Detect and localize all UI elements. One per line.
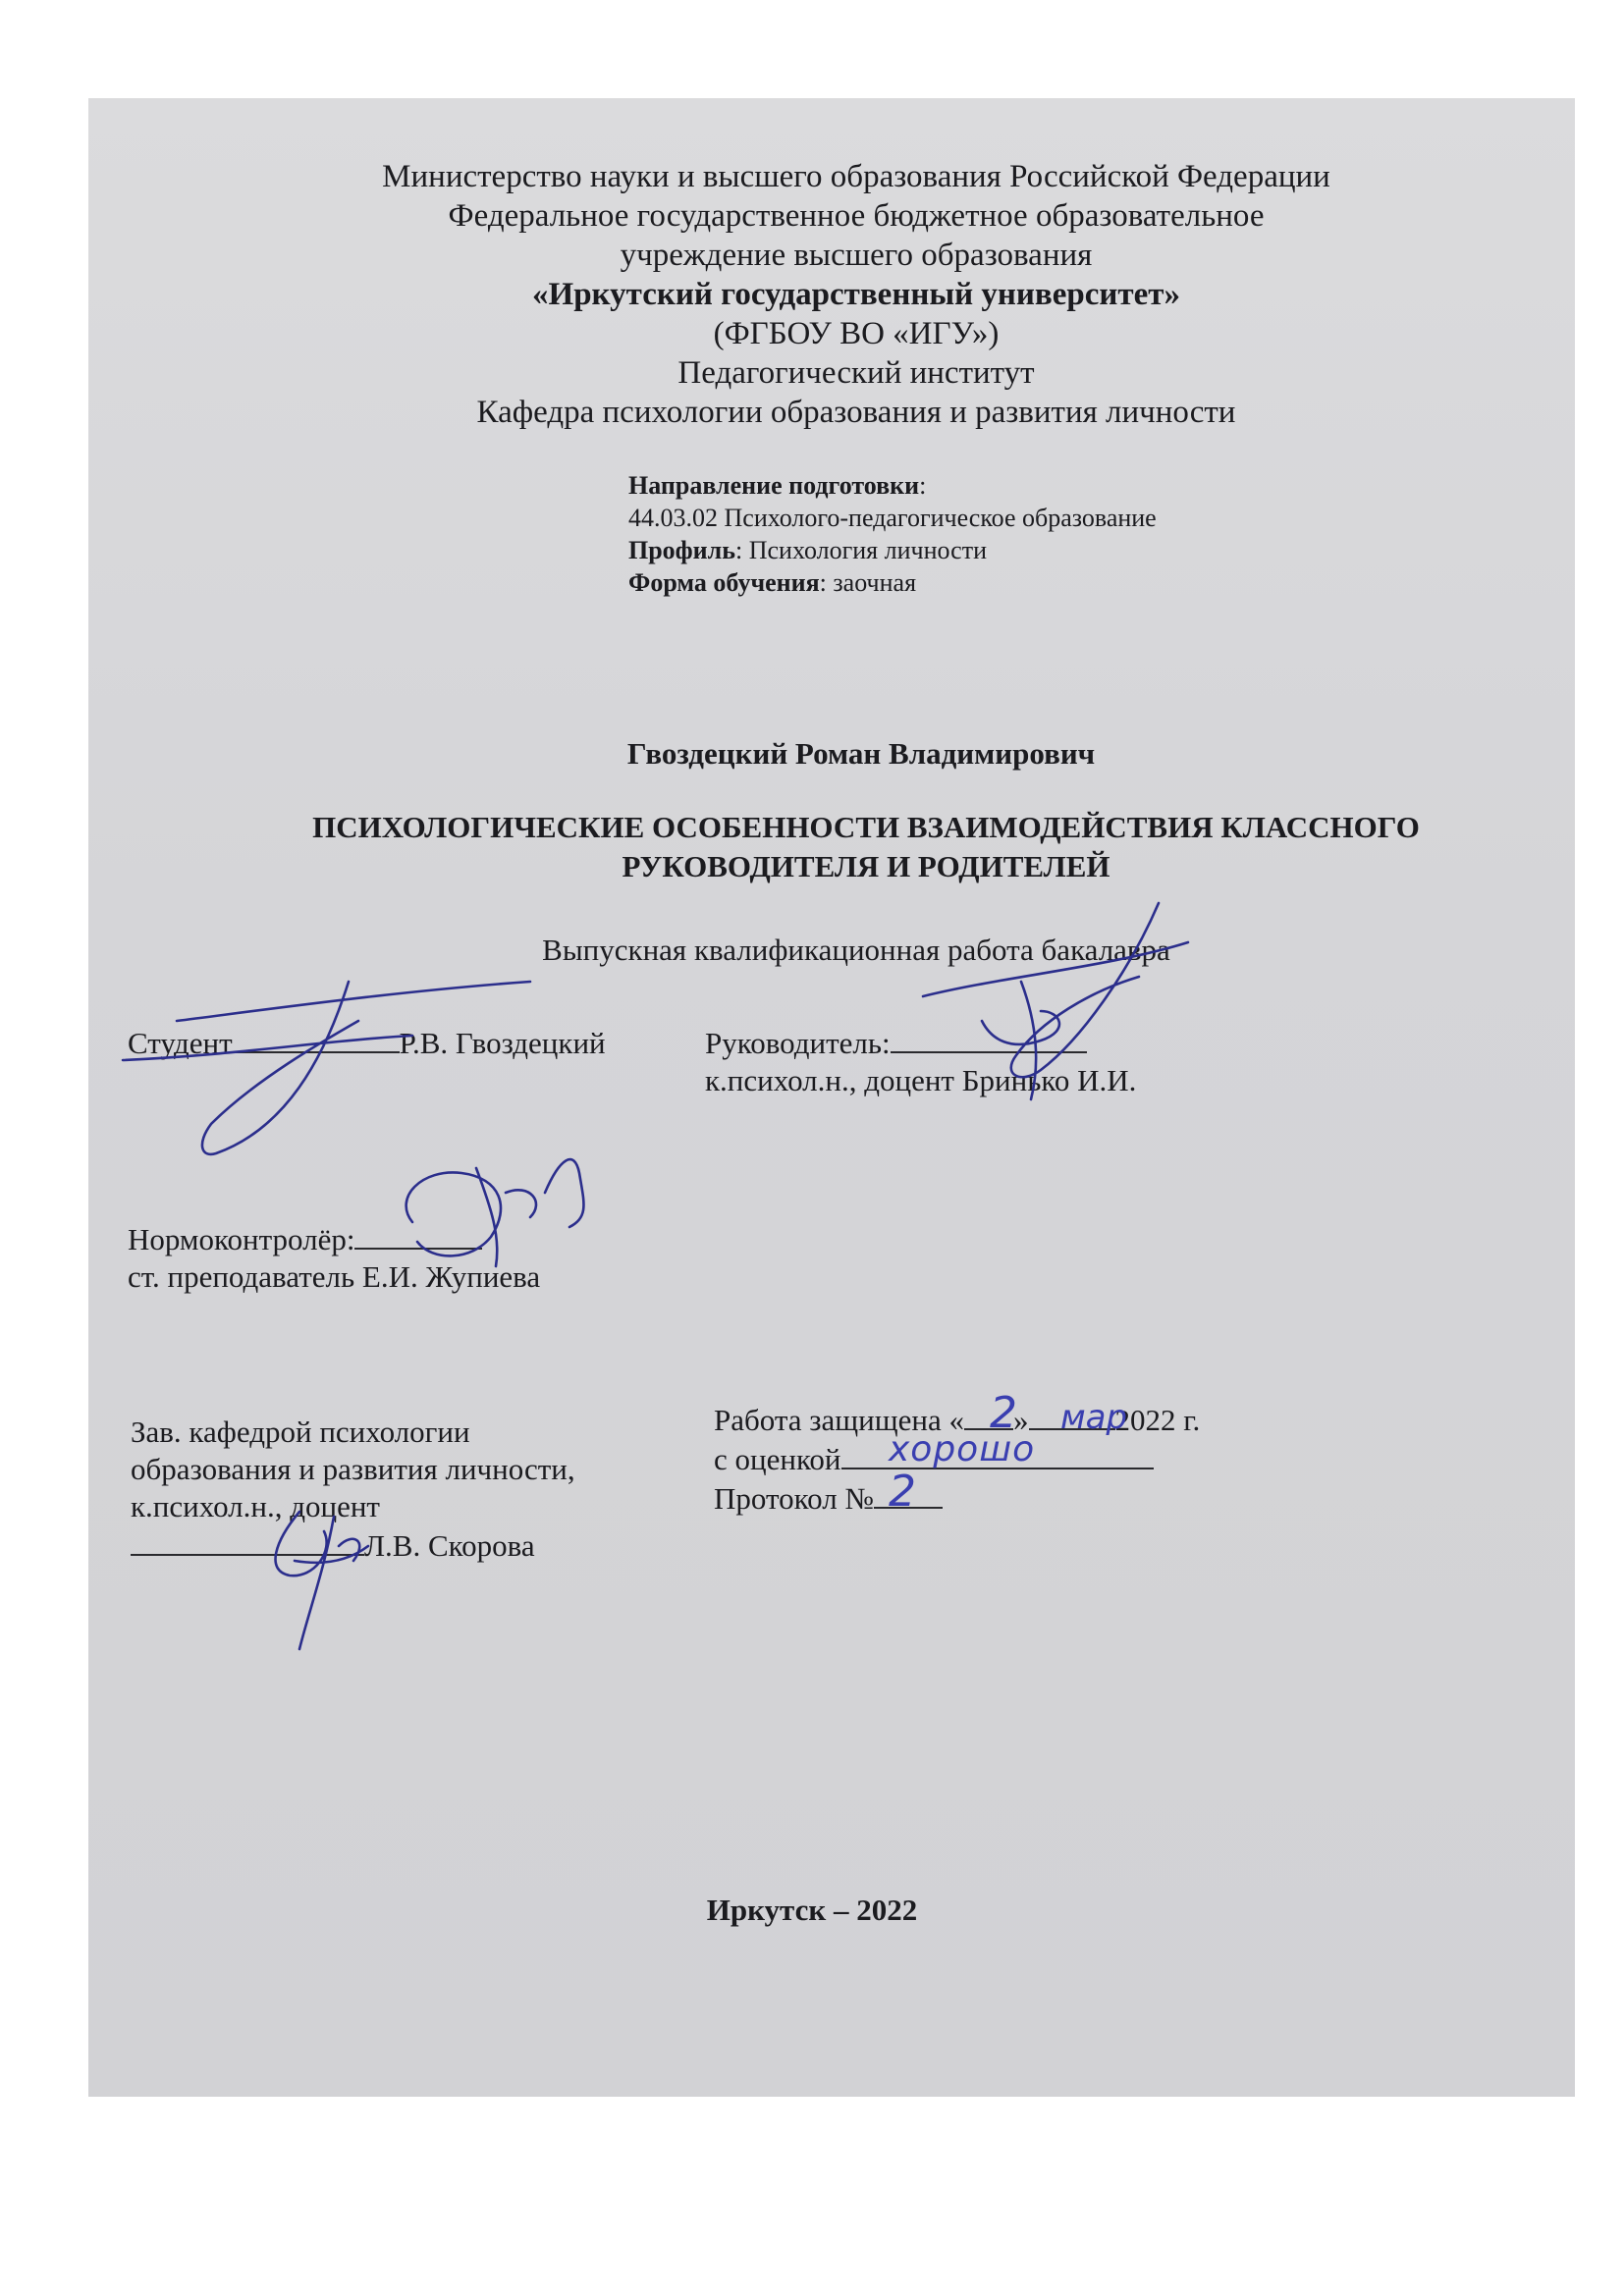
form-line: Форма обучения: заочная: [628, 568, 917, 597]
handwritten-protocol: 2: [889, 1467, 916, 1517]
author-name: Гвоздецкий Роман Владимирович: [626, 736, 1096, 771]
supervisor-signature: [923, 903, 1188, 1099]
direction-label: Направление подготовки: [628, 471, 920, 500]
work-type: Выпускная квалификационная работа бакалавра: [542, 933, 1170, 967]
form-label: Форма обучения: [628, 568, 820, 597]
form-value: заочная: [833, 568, 917, 597]
thesis-title-line1: ПСИХОЛОГИЧЕСКИЕ ОСОБЕННОСТИ ВЗАИМОДЕЙСТВИЯ КЛАССНОГО: [312, 810, 1420, 844]
head-of-dept-name: Л.В. Скорова: [364, 1528, 535, 1563]
supervisor-label: Руководитель:: [705, 1026, 891, 1060]
profile-label: Профиль: [628, 536, 735, 564]
supervisor-position: к.психол.н., доцент Бринько И.И.: [705, 1063, 1137, 1097]
city-year: Иркутск – 2022: [706, 1893, 918, 1927]
federal-line: Федеральное государственное бюджетное образовательное: [448, 198, 1265, 234]
defense-mid: »: [1013, 1403, 1029, 1437]
university-name: «Иркутский государственный университет»: [532, 277, 1180, 312]
profile-value: Психология личности: [748, 536, 987, 564]
institute-name: Педагогический институт: [677, 355, 1035, 391]
head-of-dept-line1: Зав. кафедрой психологии: [131, 1415, 470, 1449]
ministry-line: Министерство науки и высшего образования Российской Федерации: [382, 159, 1330, 194]
handwritten-day: 2: [990, 1388, 1017, 1438]
head-of-dept-line3: к.психол.н., доцент: [131, 1489, 380, 1523]
student-name: Р.В. Гвоздецкий: [399, 1026, 606, 1060]
defense-prefix: Работа защищена «: [714, 1403, 964, 1437]
protocol-label: Протокол №: [714, 1481, 874, 1516]
normcontroller-label: Нормоконтролёр:: [128, 1222, 355, 1256]
student-label: Студент: [128, 1026, 233, 1060]
normcontroller-position: ст. преподаватель Е.И. Жупиева: [128, 1259, 541, 1294]
grade-label: с оценкой: [714, 1442, 841, 1476]
head-of-dept-signature: [276, 1512, 368, 1649]
direction-value: 44.03.02 Психолого-педагогическое образование: [628, 504, 1157, 532]
institution-type-line: учреждение высшего образования: [620, 238, 1093, 273]
university-abbr: (ФГБОУ ВО «ИГУ»): [713, 316, 1000, 351]
handwritten-month: мар: [1060, 1398, 1128, 1437]
department-name: Кафедра психологии образования и развития личности: [476, 395, 1236, 430]
defense-year: 2022 г.: [1114, 1403, 1201, 1437]
direction-label-line: Направление подготовки:: [628, 471, 927, 500]
thesis-title-line2: РУКОВОДИТЕЛЯ И РОДИТЕЛЕЙ: [622, 849, 1110, 883]
profile-line: Профиль: Психология личности: [628, 536, 987, 564]
handwritten-grade: хорошо: [889, 1429, 1036, 1469]
head-of-dept-line2: образования и развития личности,: [131, 1452, 575, 1486]
student-signature: [123, 982, 530, 1154]
normcontroller-signature: [406, 1159, 584, 1266]
